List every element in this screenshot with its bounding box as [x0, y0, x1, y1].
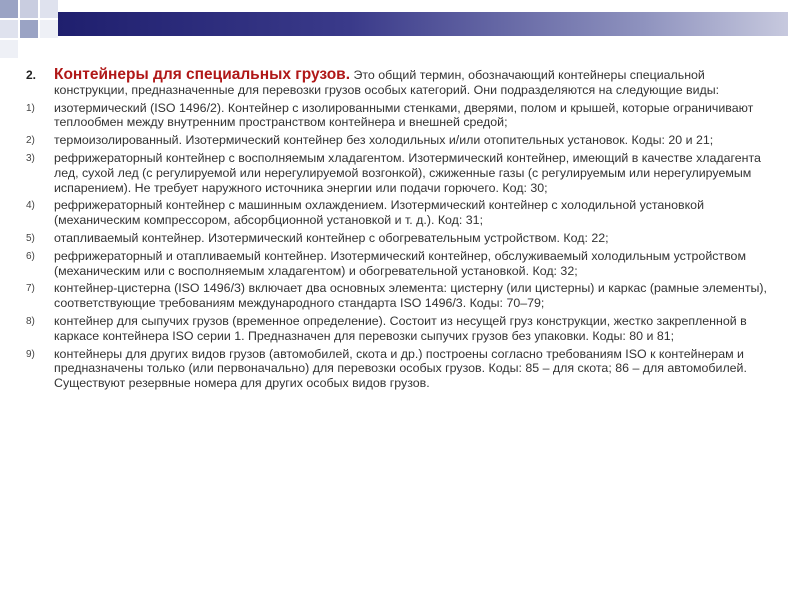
intro-paragraph: [26, 68, 776, 98]
list-item-number: 7): [26, 283, 35, 295]
decor-square: [40, 0, 58, 18]
decor-square: [20, 20, 38, 38]
header-gradient-bar: [58, 12, 788, 36]
section-number: 2.: [26, 68, 37, 82]
list-item: [26, 347, 776, 391]
list-item-number: 6): [26, 250, 35, 262]
list-item: [26, 281, 776, 311]
container-types-list: [26, 101, 776, 391]
decor-square: [0, 40, 18, 58]
list-item-text: рефрижераторный и отапливаемый контейнер. Изотермический контейнер, обслуживаемый холодильным устройством (механическим или с восполняемым хладагентом) и обогревательной установкой. Код: 32;: [54, 248, 746, 278]
list-item-number: 4): [26, 200, 35, 212]
list-item: [26, 151, 776, 195]
list-item: [26, 133, 776, 148]
list-item-text: термоизолированный. Изотермический контейнер без холодильных и/или отопительных установок. Коды: 20 и 21;: [54, 133, 714, 148]
list-item-number: 1): [26, 102, 35, 114]
list-item-text: контейнер для сыпучих грузов (временное определение). Состоит из несущей груз конструкции, жестко закрепленной в каркасе контейнера ISO серии 1. Предназначен для перевозки сыпучих грузов без упаковки. Коды: 80 и 81;: [54, 313, 747, 343]
intro-text: Это общий термин, обозначающий контейнеры специальной конструкции, предназначенные для перевозки грузов особых категорий. Они подразделяются на следующие виды:: [54, 68, 720, 97]
list-item-number: 8): [26, 315, 35, 327]
list-item: [26, 231, 776, 246]
list-item-text: отапливаемый контейнер. Изотермический контейнер с обогревательным устройством. Код: 22;: [54, 230, 609, 245]
decor-square: [20, 0, 38, 18]
section-title: Контейнеры для специальных грузов.: [54, 66, 350, 83]
list-item-text: контейнеры для других видов грузов (автомобилей, скота и др.) построены согласно требованиям ISO к контейнерам и предназначены только (или первоначально) для перевозки особых грузов. Коды: 85 – для скота; 86 – для автомобилей. Существуют резервные номера для других особых видов грузов.: [54, 346, 747, 391]
list-item: [26, 314, 776, 344]
list-item-number: 9): [26, 348, 35, 360]
list-item-number: 3): [26, 152, 35, 164]
list-item-text: рефрижераторный контейнер с восполняемым хладагентом. Изотермический контейнер, имеющий в качестве хладагента лед, сухой лед (с регулируемой или нерегулируемой возгонкой), сжиженные газы (с регулируемым или нерегулируемым испарением). Не требует наружного источника энергии или подачи горючего. Код: 30;: [54, 150, 761, 195]
list-item-text: контейнер-цистерна (ISO 1496/3) включает два основных элемента: цистерну (или цистерны) и каркас (рамные элементы), соответствующие требованиям международного стандарта ISO 1496/3. Коды: 70–79;: [54, 281, 767, 311]
list-item-text: изотермический (ISO 1496/2). Контейнер с изолированными стенками, дверями, полом и крышей, которые ограничивают теплообмен между внутренним пространством контейнера и внешней средой;: [54, 100, 754, 130]
list-item-text: рефрижераторный контейнер с машинным охлаждением. Изотермический контейнер с холодильной установкой (механическим компрессором, абсорбционной установкой и т. д.). Код: 31;: [54, 198, 704, 228]
decor-square: [0, 20, 18, 38]
decor-square: [0, 0, 18, 18]
list-item: [26, 198, 776, 228]
list-item: [26, 101, 776, 131]
list-item-number: 5): [26, 232, 35, 244]
list-item: [26, 249, 776, 279]
decor-square: [40, 20, 58, 38]
list-item-number: 2): [26, 135, 35, 147]
slide-body: [26, 68, 776, 394]
